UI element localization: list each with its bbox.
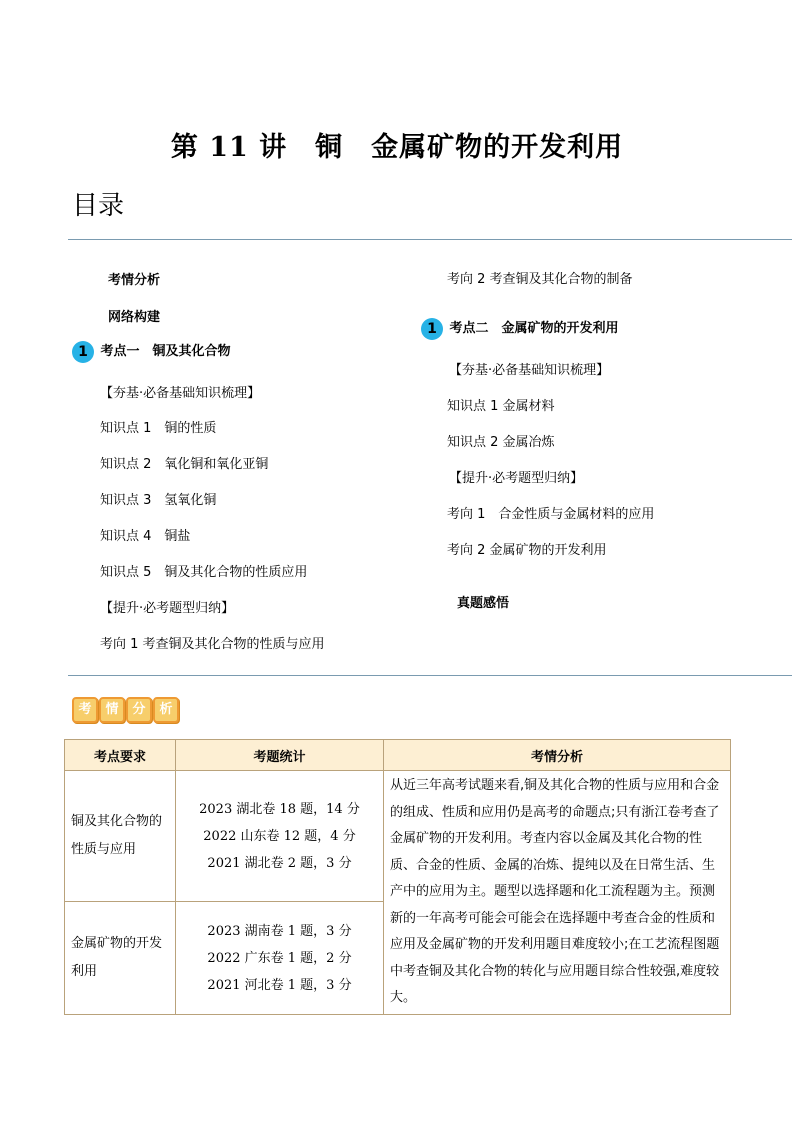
toc-knowledge-4[interactable]: 知识点 4 铜盐: [100, 529, 191, 544]
table-row: [65, 771, 731, 902]
toc-heading: 目录: [72, 191, 125, 221]
document-title: 第 11 讲 铜 金属矿物的开发利用: [170, 132, 624, 163]
toc-direction-r1[interactable]: 考向 1 合金性质与金属材料的应用: [447, 507, 655, 522]
banner-char-1: 考: [72, 697, 98, 723]
toc-point2-label: 考点二 金属矿物的开发利用: [449, 321, 619, 336]
toc-knowledge-5[interactable]: 知识点 5 铜及其化合物的性质应用: [100, 565, 308, 580]
toc-point1-label: 考点一 铜及其化合物: [100, 344, 231, 359]
banner-char-3: 分: [126, 697, 152, 723]
stat-line: 2022 广东卷 1 题，2 分: [207, 950, 352, 966]
number-badge-icon: 1: [421, 318, 443, 340]
toc-zhenti[interactable]: 真题感悟: [457, 596, 510, 611]
statistics-cell: [176, 902, 384, 1015]
header-requirement: 考点要求: [65, 740, 176, 771]
stat-line: 2021 河北卷 1 题，3 分: [207, 977, 352, 993]
toc-knowledge-1[interactable]: 知识点 1 铜的性质: [100, 421, 217, 436]
toc-knowledge-r2[interactable]: 知识点 2 金属冶炼: [447, 435, 555, 450]
toc-kaoqing[interactable]: 考情分析: [108, 273, 161, 288]
stat-line: 2021 湖北卷 2 题，3 分: [207, 855, 352, 871]
toc-knowledge-r1[interactable]: 知识点 1 金属材料: [447, 399, 555, 414]
banner-char-2: 情: [99, 697, 125, 723]
toc-knowledge-2[interactable]: 知识点 2 氧化铜和氧化亚铜: [100, 457, 269, 472]
exam-analysis-table: [64, 739, 731, 1015]
toc-improve-label-2[interactable]: 【提升·必考题型归纳】: [449, 471, 584, 486]
toc-wangluo[interactable]: 网络构建: [108, 310, 161, 325]
toc-direction-r2[interactable]: 考向 2 金属矿物的开发利用: [447, 543, 607, 558]
statistics-cell: [176, 771, 384, 902]
header-statistics: 考题统计: [176, 740, 384, 771]
toc-basic-label[interactable]: 【夯基·必备基础知识梳理】: [100, 386, 261, 401]
toc-improve-label[interactable]: 【提升·必考题型归纳】: [100, 601, 235, 616]
number-badge-icon: 1: [72, 341, 94, 363]
divider-top: [68, 239, 792, 240]
toc-point1[interactable]: [72, 340, 231, 363]
toc-direction-1[interactable]: 考向 1 考查铜及其化合物的性质与应用: [100, 637, 325, 652]
header-analysis: 考情分析: [384, 740, 731, 771]
requirement-cell: 铜及其化合物的性质与应用: [65, 771, 176, 902]
toc-direction-2[interactable]: 考向 2 考查铜及其化合物的制备: [447, 272, 633, 287]
divider-bottom: [68, 675, 792, 676]
banner-char-4: 析: [153, 697, 179, 723]
toc-knowledge-3[interactable]: 知识点 3 氢氧化铜: [100, 493, 217, 508]
toc-point2[interactable]: [421, 317, 619, 340]
table-header-row: [65, 740, 731, 771]
analysis-cell: 从近三年高考试题来看,铜及其化合物的性质与应用和合金的组成、性质和应用仍是高考的命题点;只有浙江卷考查了金属矿物的开发利用。考查内容以金属及其化合物的性质、合金的性质、金属的冶炼、提纯以及在日常生活、生产中的应用为主。题型以选择题和化工流程题为主。预测新的一年高考可能会可能会在选择题中考查合金的性质和应用及金属矿物的开发利用题目难度较小;在工艺流程图题中考查铜及其化合物的转化与应用题目综合性较强,难度较大。: [384, 771, 731, 1015]
stat-line: 2023 湖南卷 1 题，3 分: [207, 923, 352, 939]
toc-basic-label-2[interactable]: 【夯基·必备基础知识梳理】: [449, 363, 610, 378]
stat-line: 2022 山东卷 12 题，4 分: [203, 828, 356, 844]
stat-line: 2023 湖北卷 18 题，14 分: [199, 801, 360, 817]
requirement-cell: 金属矿物的开发利用: [65, 902, 176, 1015]
section-banner: [72, 697, 179, 723]
